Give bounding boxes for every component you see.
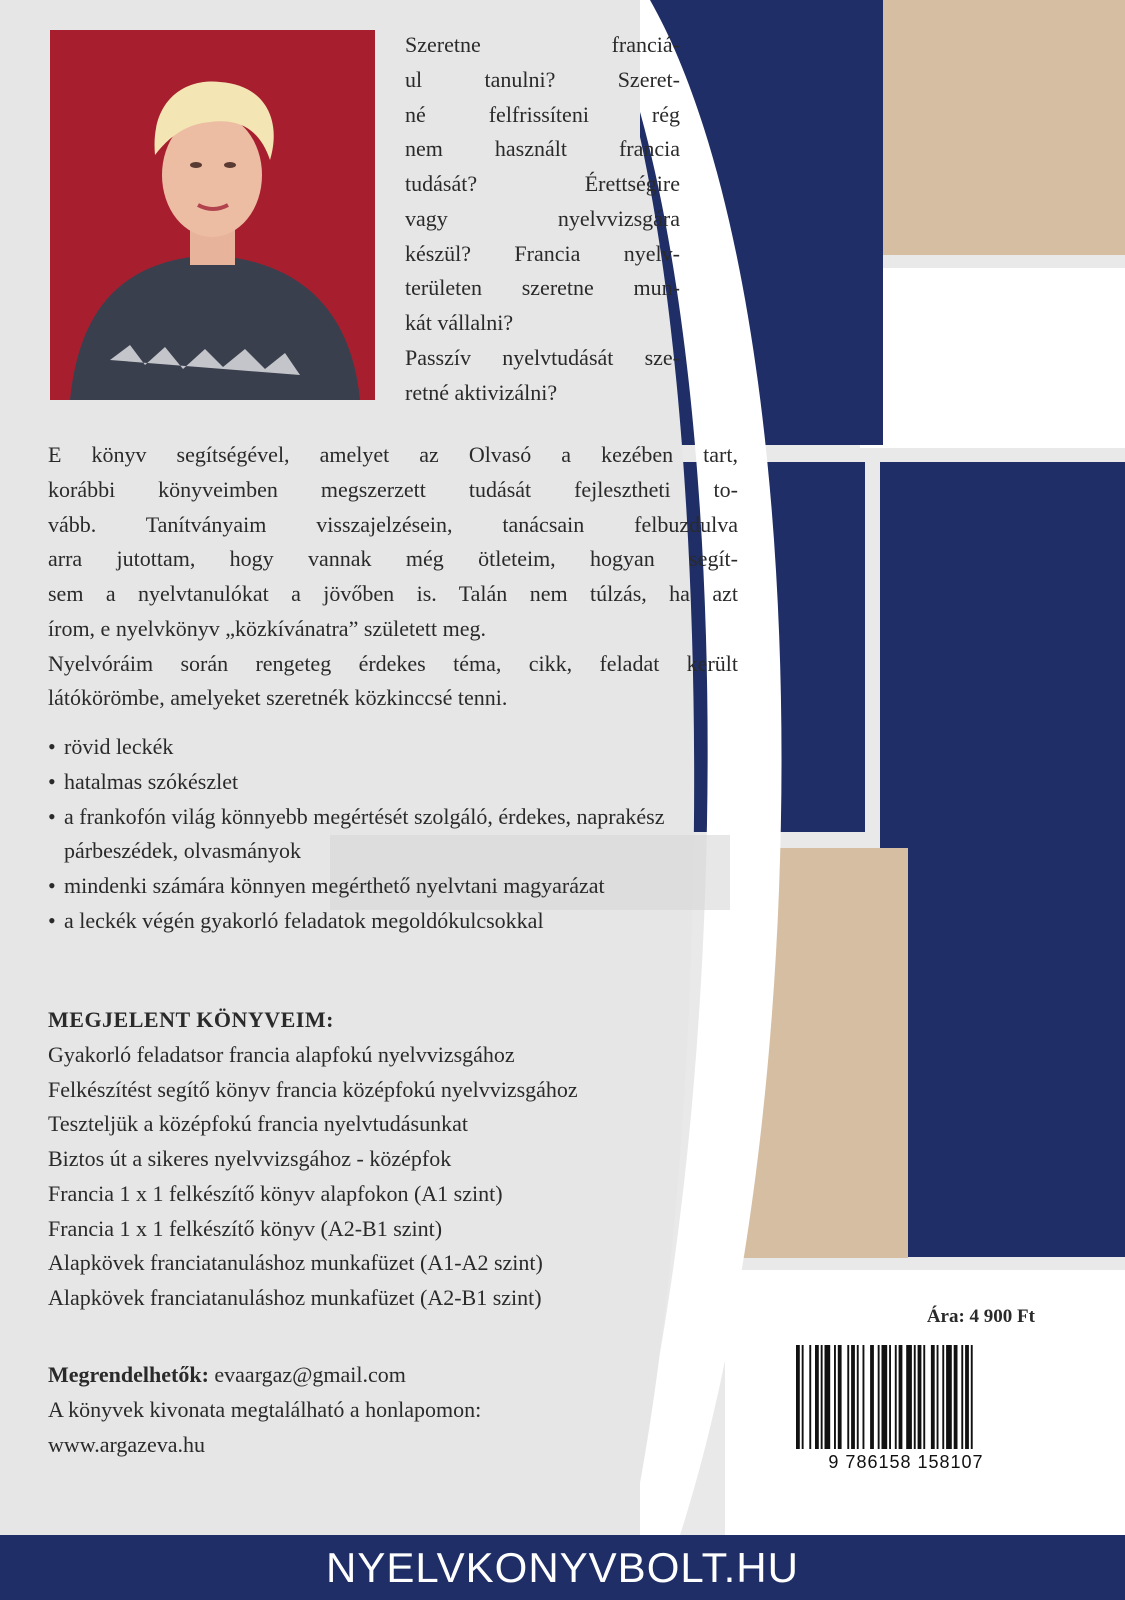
intro-line: Szeretne franciá- xyxy=(405,32,680,57)
main-line: korábbi könyveimben megszerzett tudását fejlesztheti to- xyxy=(48,476,738,502)
author-photo xyxy=(50,30,375,400)
intro-line: területen szeretne mun- xyxy=(405,275,680,301)
barcode-bar xyxy=(857,1345,859,1449)
barcode-bar xyxy=(965,1345,969,1449)
barcode-bar xyxy=(851,1345,855,1449)
order-note: A könyvek kivonata megtalálható a honlapomon: xyxy=(48,1396,482,1422)
main-line: E könyv segítségével, amelyet az Olvasó a kezében tart, xyxy=(48,442,738,467)
main-line: arra jutottam, hogy vannak még ötleteim, hogyan segít- xyxy=(48,546,738,572)
book-title: Alapkövek franciatanuláshoz munkafüzet (A1-A2 szint) xyxy=(48,1250,543,1276)
barcode-bar xyxy=(815,1345,819,1449)
books-heading: MEGJELENT KÖNYVEIM: xyxy=(48,1007,334,1032)
intro-questions xyxy=(405,28,680,410)
list-item: • hatalmas szókészlet xyxy=(48,765,738,800)
list-item: • a leckék végén gyakorló feladatok megoldókulcsokkal xyxy=(48,904,738,939)
main-line: vább. Tanítványaim visszajelzésein, tanácsain felbuzdulva xyxy=(48,511,738,537)
barcode-bar xyxy=(931,1345,935,1449)
intro-line: kát vállalni? xyxy=(405,310,514,335)
intro-line: Passzív nyelvtudását sze- xyxy=(405,344,680,370)
barcode-bar xyxy=(899,1345,903,1449)
white-block-top xyxy=(860,268,1125,448)
book-title: Felkészítést segítő könyv francia középfokú nyelvvizsgához xyxy=(48,1076,578,1102)
price-label: Ára: 4 900 Ft xyxy=(926,1306,1035,1327)
order-email[interactable]: evaargaz@gmail.com xyxy=(214,1362,406,1387)
intro-line: tudását? Érettségire xyxy=(405,171,680,196)
barcode-bar xyxy=(821,1345,823,1449)
barcode-bar xyxy=(961,1345,963,1449)
barcode-bar xyxy=(847,1345,849,1449)
barcode-bar xyxy=(923,1345,925,1449)
feature-list xyxy=(48,730,738,939)
intro-line: vagy nyelvvizsgára xyxy=(405,205,680,231)
barcode-bar xyxy=(870,1345,874,1449)
barcode-icon xyxy=(792,1341,1020,1453)
barcode-bar xyxy=(878,1345,880,1449)
barcode-bar xyxy=(895,1345,897,1449)
book-title: Teszteljük a középfokú francia nyelvtudásunkat xyxy=(48,1111,468,1137)
barcode-bar xyxy=(838,1345,842,1449)
list-item: • rövid leckék xyxy=(48,730,738,765)
main-line: Nyelvóráim során rengeteg érdekes téma, cikk, feladat került xyxy=(48,650,738,676)
intro-line: né felfrissíteni rég xyxy=(405,101,680,127)
barcode-bar xyxy=(802,1345,804,1449)
navy-block-right xyxy=(880,462,1125,1257)
footer-banner: NYELVKONYVBOLT.HU xyxy=(0,1535,1125,1600)
barcode-bar xyxy=(889,1345,891,1449)
barcode-number: 9 786158 158107 xyxy=(792,1452,1020,1473)
order-info xyxy=(48,1358,738,1462)
barcode-bar xyxy=(942,1345,944,1449)
barcode-bar xyxy=(809,1345,811,1449)
barcode-bar xyxy=(825,1345,831,1449)
intro-line: retné aktivizálni? xyxy=(405,379,558,405)
main-paragraph xyxy=(48,438,738,716)
intro-line: ul tanulni? Szeret- xyxy=(405,66,680,92)
list-item: • mindenki számára könnyen megérthető nyelvtani magyarázat xyxy=(48,869,738,904)
order-label: Megrendelhetők: xyxy=(48,1362,209,1387)
book-title: Alapkövek franciatanuláshoz munkafüzet (A2-B1 szint) xyxy=(48,1285,542,1310)
book-title: Francia 1 x 1 felkészítő könyv (A2-B1 szint) xyxy=(48,1215,443,1241)
intro-line: készül? Francia nyelv- xyxy=(405,240,680,266)
main-line: írom, e nyelvkönyv „közkívánatra” született meg. xyxy=(48,615,487,641)
book-title: Biztos út a sikeres nyelvvizsgához - középfok xyxy=(48,1146,452,1171)
published-books xyxy=(48,1003,738,1316)
barcode-bar xyxy=(882,1345,888,1449)
barcode-bar xyxy=(834,1345,836,1449)
book-title: Francia 1 x 1 felkészítő könyv alapfokon (A1 szint) xyxy=(48,1180,503,1206)
barcode-bar xyxy=(906,1345,912,1449)
barcode-bar xyxy=(954,1345,958,1449)
order-website[interactable]: www.argazeva.hu xyxy=(48,1431,205,1457)
main-line: sem a nyelvtanulókat a jövőben is. Talán nem túlzás, ha azt xyxy=(48,581,738,606)
barcode-bar xyxy=(914,1345,916,1449)
barcode-bar xyxy=(946,1345,952,1449)
intro-line: nem használt francia xyxy=(405,136,680,162)
book-title: Gyakorló feladatsor francia alapfokú nyelvvizsgához xyxy=(48,1041,515,1067)
barcode-bar xyxy=(971,1345,973,1449)
barcode-bar xyxy=(918,1345,922,1449)
main-line: látókörömbe, amelyeket szeretnék közkinccsé tenni. xyxy=(48,685,508,711)
barcode-bar xyxy=(863,1345,865,1449)
list-item: • a frankofón világ könnyebb megértését szolgáló, érdekes, naprakész párbeszédek, olvasmányok xyxy=(48,800,738,870)
author-portrait-icon xyxy=(50,30,375,400)
barcode-bar xyxy=(796,1345,800,1449)
barcode-bar xyxy=(937,1345,939,1449)
